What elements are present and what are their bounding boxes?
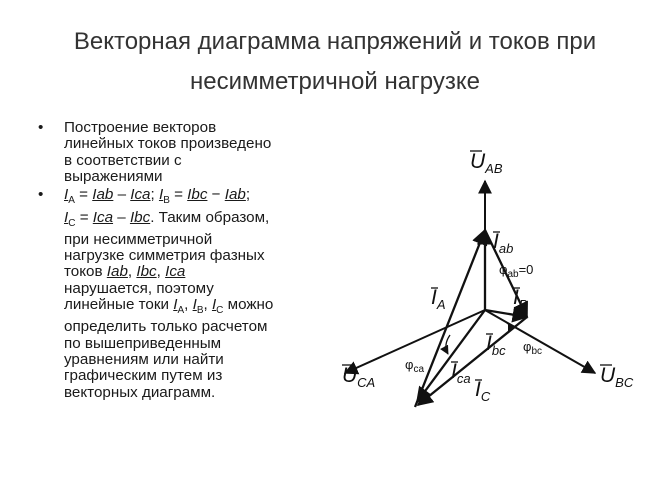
label-main: I (486, 332, 492, 355)
formula-op: ; (245, 186, 251, 204)
formula-op: , (184, 296, 193, 314)
label-main: φ (405, 357, 414, 372)
formula-subscript: B (163, 195, 170, 207)
formula-term: I (64, 208, 69, 226)
formula-op: , (127, 263, 137, 281)
formula-op: , (156, 263, 166, 281)
bullet-2-line: уравнениям или найти (64, 350, 224, 368)
label-main: I (513, 286, 519, 309)
formula-term: Ica (92, 208, 114, 226)
vector-diagram (330, 140, 634, 410)
bullet-2-text: токов (64, 263, 107, 281)
formula-subscript: C (68, 217, 76, 229)
label-uab (470, 150, 503, 176)
label-sub: CA (357, 375, 376, 390)
label-main: I (475, 378, 481, 401)
label-ib (513, 286, 528, 312)
label-sub: A (436, 297, 446, 312)
label-sub: AB (485, 161, 503, 176)
label-ic (475, 378, 491, 404)
bullet-item-1 (38, 120, 338, 185)
label-main: U (342, 364, 358, 387)
bullet-2-line (64, 297, 338, 319)
bullet-2-text: линейные токи (64, 296, 174, 314)
formula-op: = (74, 186, 93, 204)
bullet-marker: • (38, 119, 44, 136)
label-main: I (451, 360, 457, 383)
formula-op: = (75, 208, 93, 226)
bullet-marker: • (38, 186, 44, 204)
formula-term: Ica (130, 186, 151, 204)
label-sub: bc (531, 346, 542, 357)
formula-op: – (113, 186, 131, 204)
bullet-2-line (64, 264, 338, 280)
label-main: U (470, 150, 486, 173)
label-main: φ (499, 262, 508, 277)
underline-marks (342, 151, 612, 380)
label-sub: B (518, 297, 528, 312)
formula-subscript: A (68, 195, 75, 207)
formula-op: ; (150, 186, 159, 204)
formula-term: Iab (106, 263, 128, 281)
formula-term: Iab (224, 186, 246, 204)
label-phi-ca (405, 357, 424, 375)
label-main: I (431, 286, 437, 309)
bullet-list (38, 120, 338, 403)
label-sub: ca (413, 364, 424, 375)
bullet-1-line: линейных токов произведено (64, 135, 272, 153)
title-line-1: Векторная диаграмма напряжений и токов при (73, 28, 597, 55)
bullet-item-2 (38, 187, 338, 401)
bullet-1-line: Построение векторов (64, 119, 217, 136)
label-iab (493, 230, 513, 256)
bullet-1-line: в соответствии с (64, 151, 182, 169)
label-phi-ab (499, 262, 533, 280)
formula-term: Iab (92, 186, 114, 204)
label-sub: bc (491, 343, 506, 358)
label-main: I (493, 230, 499, 253)
formula-term: I (158, 186, 164, 204)
label-main: φ (523, 339, 532, 354)
vector-ubc (485, 310, 595, 373)
formula-term: Ica (165, 263, 186, 281)
formula-subscript: B (196, 305, 204, 317)
formula-subscript: A (177, 305, 185, 317)
label-ia (431, 286, 446, 312)
formula-term: Ibc (187, 186, 208, 204)
voltage-vectors (345, 181, 595, 373)
label-sub: ca (456, 371, 471, 386)
bullet-2-line: нагрузке симметрия фазных (64, 247, 265, 265)
formula-term: I (192, 296, 197, 314)
formula-op: – (113, 208, 130, 226)
formula-term: I (173, 296, 178, 314)
formula-line-2 (64, 210, 338, 232)
title-line-2: несимметричной нагрузке (189, 68, 481, 95)
formula-term: I (211, 296, 217, 314)
formula-op: , (203, 296, 212, 314)
formula-term: Ibc (129, 208, 151, 226)
label-sub: ab (507, 269, 519, 280)
bullet-2-line: по вышеприведенным (64, 334, 222, 352)
bullet-2-text: можно (223, 296, 274, 314)
bullet-2-line: нарушается, поэтому (64, 279, 214, 297)
bullet-2-line: определить только расчетом (64, 318, 268, 336)
label-sub: ab (498, 241, 514, 256)
bullet-2-line: векторных диаграмм. (64, 383, 216, 401)
bullet-1-line: выражениями (64, 167, 163, 185)
formula-term: I (64, 186, 69, 204)
page-title (0, 22, 670, 102)
label-main: U (600, 364, 616, 387)
arc-phi-ca (446, 335, 450, 354)
bullet-2-text: . Таким образом, (150, 208, 270, 226)
formula-line-1 (64, 187, 338, 209)
label-value: =0 (518, 262, 534, 277)
bullet-2-line: графическим путем из (64, 367, 223, 385)
formula-op: = (169, 186, 188, 204)
formula-subscript: C (216, 305, 224, 317)
formula-term: Ibc (136, 263, 157, 281)
label-ubc (600, 364, 634, 390)
bullet-2-line: при несимметричной (64, 230, 213, 248)
label-sub: BC (615, 375, 634, 390)
current-vectors (415, 230, 527, 407)
label-sub: C (480, 389, 491, 404)
formula-op: − (207, 186, 225, 204)
